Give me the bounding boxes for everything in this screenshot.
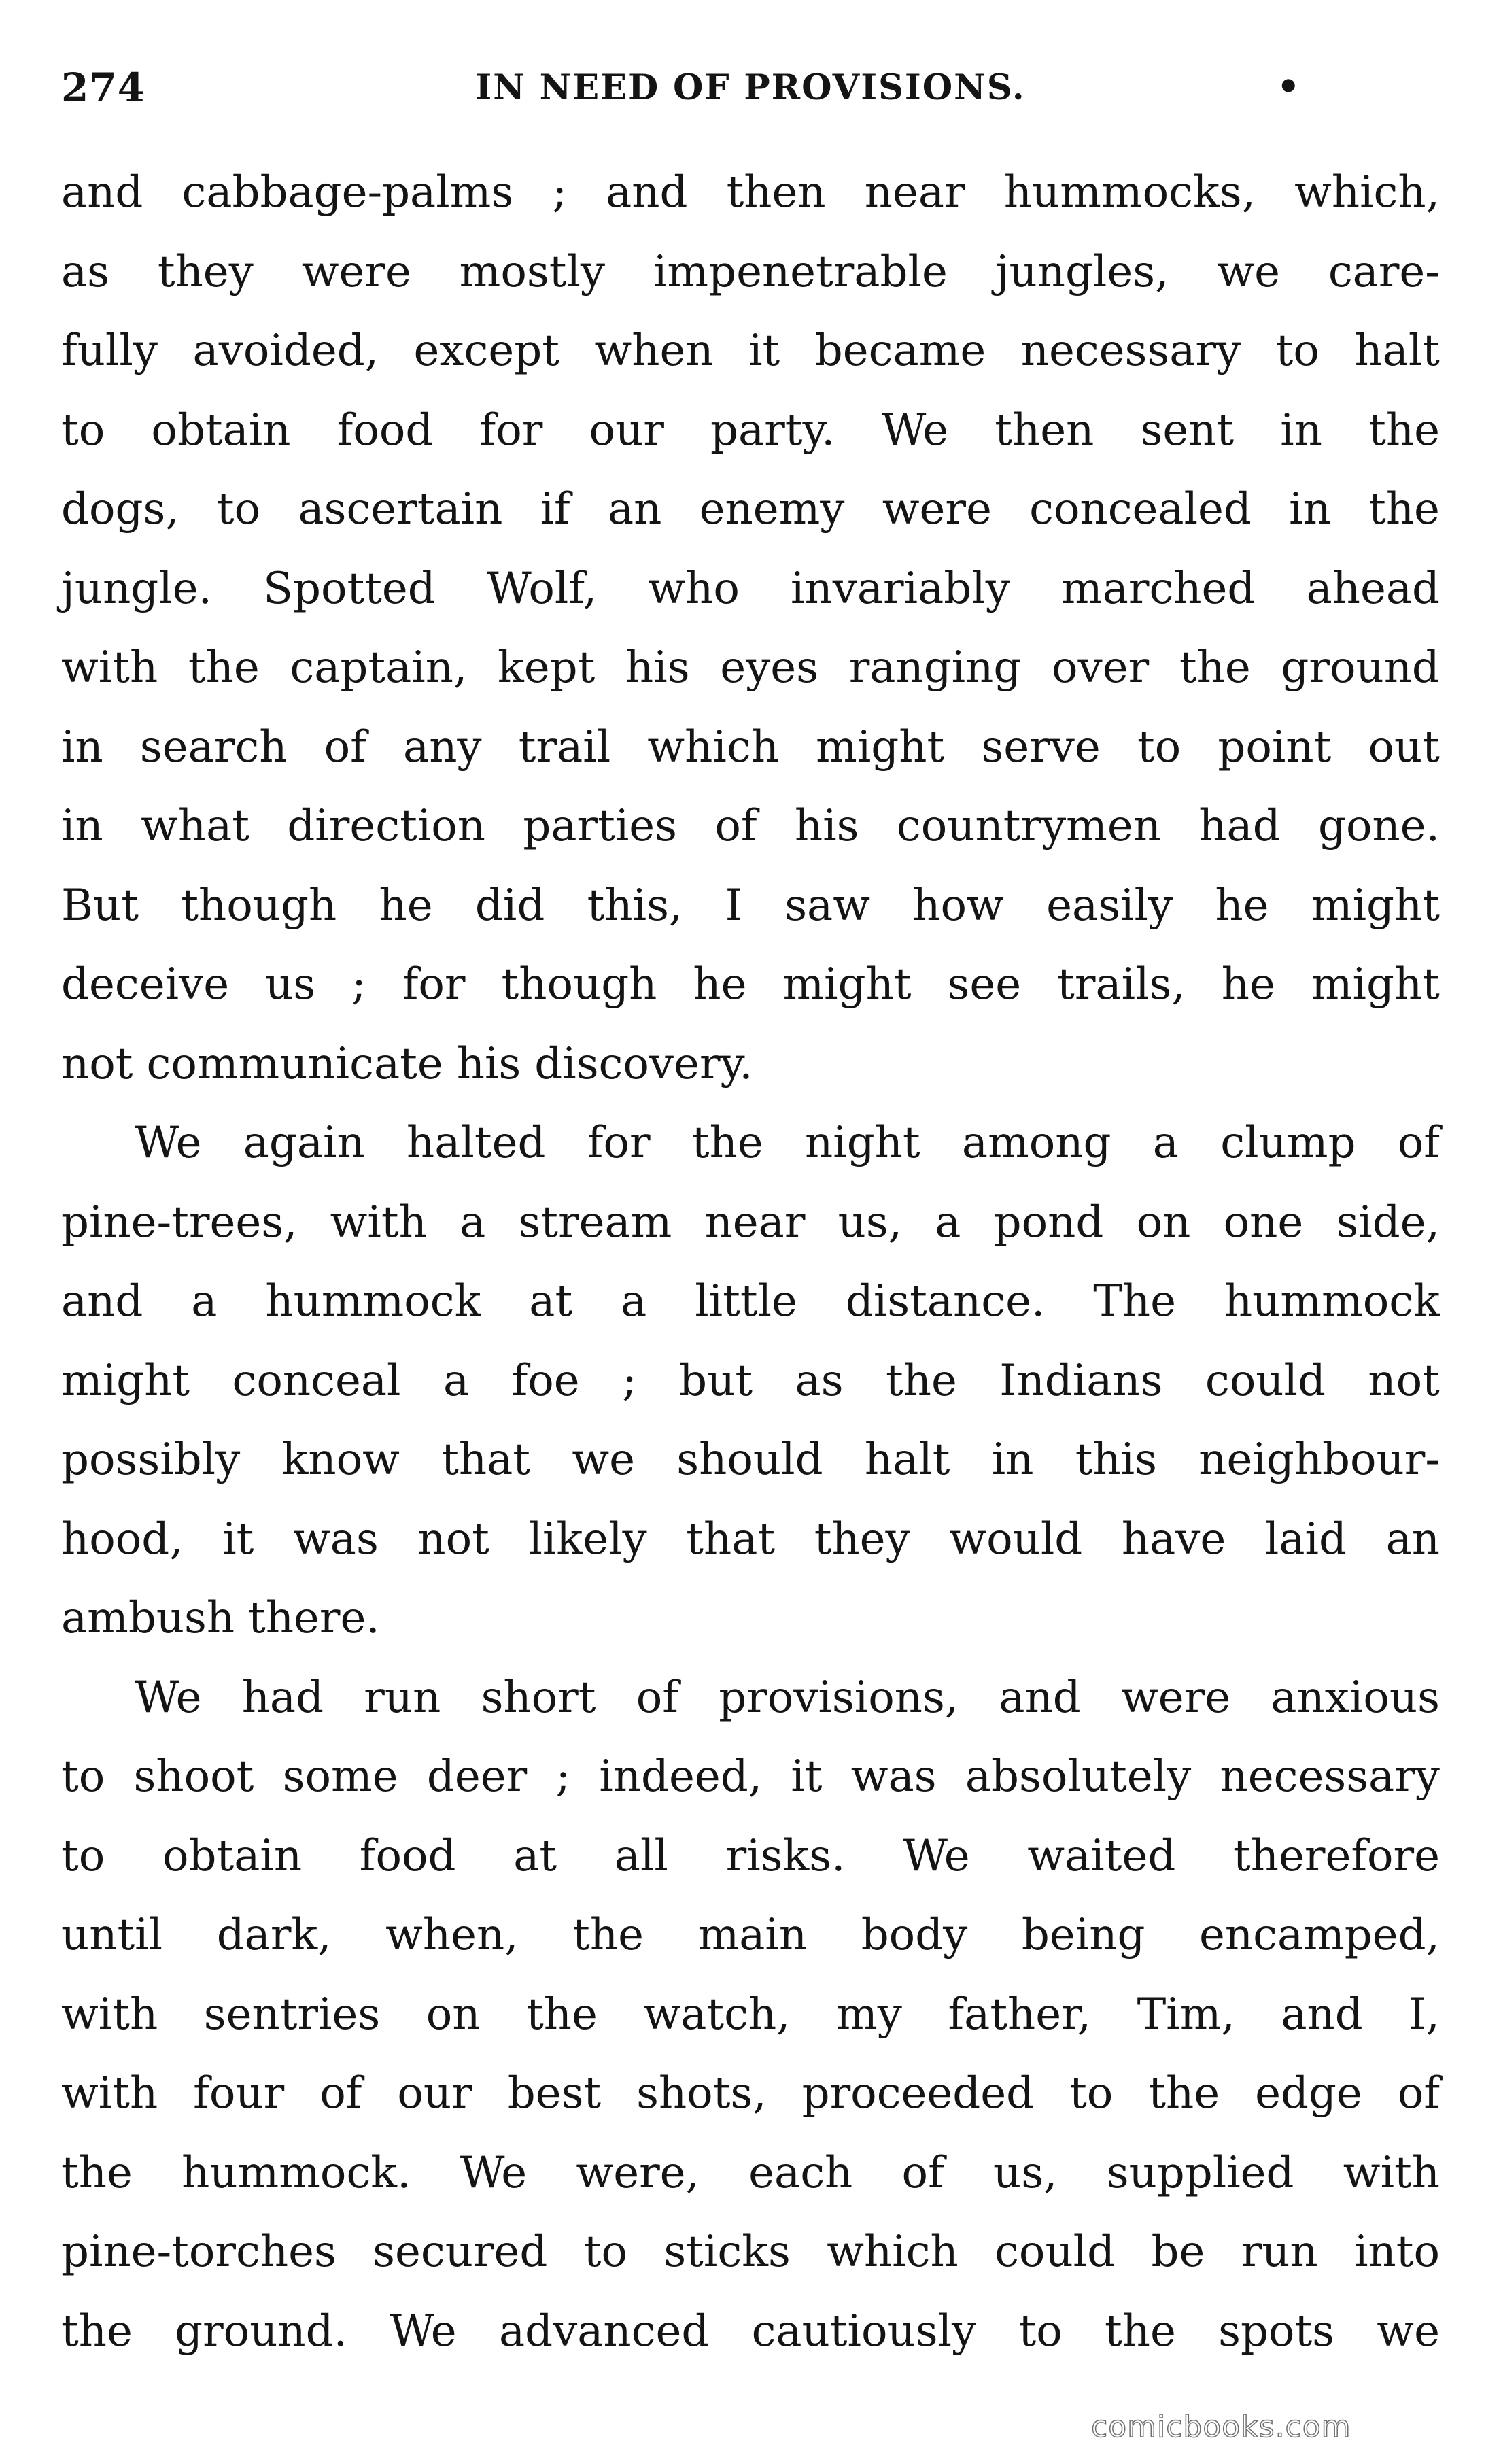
word: a <box>191 1276 218 1327</box>
word: us <box>265 959 316 1010</box>
word: four <box>193 2068 285 2119</box>
word: secured <box>373 2227 548 2277</box>
word: run <box>364 1672 441 1723</box>
word: might <box>61 1355 190 1406</box>
page-header <box>61 65 1440 119</box>
word: have <box>1121 1513 1226 1564</box>
word: We <box>135 1672 202 1723</box>
word: pond <box>993 1197 1104 1248</box>
word: with <box>61 2068 158 2119</box>
word: the <box>1179 643 1251 693</box>
word: father, <box>948 1989 1092 2040</box>
word: the <box>526 1989 598 2040</box>
text-line <box>61 2054 1440 2134</box>
word: he <box>693 959 747 1010</box>
word: in <box>1289 484 1331 534</box>
word: halt <box>1354 326 1440 376</box>
word: sticks <box>663 2227 791 2277</box>
word: each <box>748 2147 853 2198</box>
word: mostly <box>459 246 606 297</box>
word: could <box>995 2227 1116 2277</box>
word: this <box>1075 1435 1157 1485</box>
word: of <box>1397 2068 1440 2119</box>
text-line <box>61 1262 1440 1341</box>
word: see <box>947 959 1022 1010</box>
word: conceal <box>232 1355 401 1406</box>
word: We <box>903 1830 970 1881</box>
word: what <box>141 801 249 851</box>
word: was <box>293 1513 379 1564</box>
word: had <box>1198 801 1281 851</box>
word: an <box>1385 1513 1440 1564</box>
word: pine-torches <box>61 2227 337 2277</box>
word: sent <box>1140 405 1235 456</box>
text-line <box>61 2292 1440 2372</box>
word: parties <box>523 801 677 851</box>
word: a <box>460 1197 486 1248</box>
word: they <box>157 246 254 297</box>
word: marched <box>1061 563 1256 614</box>
word: indeed, <box>599 1751 763 1802</box>
word: at <box>529 1276 573 1327</box>
word: at <box>513 1830 557 1881</box>
word: food <box>337 405 434 456</box>
word: not <box>417 1513 489 1564</box>
word: dogs, <box>61 484 179 534</box>
word: ground <box>1281 643 1440 693</box>
text-line <box>61 787 1440 866</box>
word: was <box>850 1751 937 1802</box>
word: The <box>1093 1276 1176 1327</box>
word: advanced <box>498 2306 710 2357</box>
word: with <box>330 1197 427 1248</box>
word: But <box>61 880 139 931</box>
word: shoot <box>133 1751 254 1802</box>
text-line <box>61 1896 1440 1975</box>
word: might <box>1311 959 1440 1010</box>
word: a <box>1152 1118 1179 1168</box>
running-head: IN NEED OF PROVISIONS. <box>475 67 1026 108</box>
text-line <box>61 1658 1440 1738</box>
word: how <box>912 880 1004 931</box>
word: a <box>443 1355 470 1406</box>
word: but <box>679 1355 753 1406</box>
word: of <box>636 1672 678 1723</box>
text-line <box>61 1341 1440 1421</box>
text-line <box>61 1737 1440 1817</box>
word: might <box>782 959 912 1010</box>
word: there. <box>248 1593 380 1643</box>
word: absolutely <box>965 1751 1192 1802</box>
word: hood, <box>61 1513 184 1564</box>
word: therefore <box>1233 1830 1440 1881</box>
word: except <box>413 326 559 376</box>
word: on <box>426 1989 481 2040</box>
word: I <box>725 880 742 931</box>
word: party. <box>710 405 835 456</box>
word: then <box>995 405 1094 456</box>
text-line <box>61 1183 1440 1263</box>
word: We <box>390 2306 457 2357</box>
word: hummock <box>265 1276 481 1327</box>
word: in <box>991 1435 1034 1485</box>
word: the <box>1148 2068 1220 2119</box>
word: the <box>188 643 260 693</box>
word: were <box>1121 1672 1231 1723</box>
word: proceeded <box>801 2068 1035 2119</box>
word: it <box>791 1751 823 1802</box>
word: serve <box>981 721 1101 772</box>
word: were <box>301 246 411 297</box>
word: halted <box>407 1118 546 1168</box>
word: the <box>572 1910 644 1960</box>
word: and <box>1281 1989 1363 2040</box>
word: with <box>61 1989 158 2040</box>
word: ; <box>552 167 567 218</box>
word: we <box>572 1435 635 1485</box>
word: ; <box>555 1751 571 1802</box>
word: his <box>625 643 690 693</box>
word: we <box>1377 2306 1440 2357</box>
word: supplied <box>1106 2147 1294 2198</box>
word: and <box>61 167 143 218</box>
word: his <box>456 1038 521 1089</box>
word: likely <box>528 1513 647 1564</box>
text-line <box>61 1420 1440 1500</box>
word: should <box>676 1435 823 1485</box>
word: until <box>61 1910 163 1960</box>
word: stream <box>518 1197 672 1248</box>
word: near <box>704 1197 806 1248</box>
word: into <box>1354 2227 1440 2277</box>
word: of <box>1397 1118 1440 1168</box>
word: when <box>594 326 714 376</box>
word: our <box>589 405 664 456</box>
word: sentries <box>203 1989 381 2040</box>
word: when, <box>385 1910 519 1960</box>
word: main <box>697 1910 808 1960</box>
word: in <box>61 801 103 851</box>
word: gone. <box>1318 801 1440 851</box>
word: cabbage-palms <box>182 167 514 218</box>
word: he <box>1215 880 1269 931</box>
word: ascertain <box>298 484 503 534</box>
word: We <box>881 405 949 456</box>
word: ; <box>622 1355 637 1406</box>
text-line <box>61 153 1440 233</box>
word: Indians <box>999 1355 1163 1406</box>
word: to <box>1018 2306 1063 2357</box>
word: We <box>460 2147 528 2198</box>
header-dot-mark: • <box>1277 65 1300 108</box>
word: which <box>647 721 779 772</box>
word: for <box>587 1118 651 1168</box>
word: the <box>1368 405 1440 456</box>
word: the <box>1368 484 1440 534</box>
word: eyes <box>720 643 819 693</box>
word: of <box>320 2068 362 2119</box>
word: avoided, <box>192 326 379 376</box>
word: trail <box>518 721 611 772</box>
word: I, <box>1409 1989 1440 2040</box>
word: if <box>540 484 570 534</box>
word: easily <box>1046 880 1173 931</box>
word: be <box>1151 2227 1205 2277</box>
word: side, <box>1336 1197 1440 1248</box>
word: anxious <box>1271 1672 1440 1723</box>
word: us, <box>838 1197 903 1248</box>
word: might <box>816 721 945 772</box>
word: watch, <box>643 1989 791 2040</box>
word: dark, <box>216 1910 332 1960</box>
word: Spotted <box>263 563 436 614</box>
word: then <box>726 167 826 218</box>
word: encamped, <box>1199 1910 1440 1960</box>
word: saw <box>784 880 870 931</box>
word: again <box>243 1118 365 1168</box>
text-line <box>61 549 1440 629</box>
word: ambush <box>61 1593 235 1643</box>
word: the <box>886 1355 957 1406</box>
word: on <box>1136 1197 1191 1248</box>
word: to <box>61 405 105 456</box>
word: direction <box>287 801 485 851</box>
word: with <box>61 643 158 693</box>
text-line <box>61 945 1440 1025</box>
word: ahead <box>1306 563 1440 614</box>
word: deer <box>426 1751 528 1802</box>
text-line <box>61 1500 1440 1579</box>
word: who <box>648 563 740 614</box>
word: and <box>999 1672 1081 1723</box>
word: the <box>1105 2306 1176 2357</box>
word: he <box>379 880 433 931</box>
text-line <box>61 2134 1440 2213</box>
word: had <box>241 1672 324 1723</box>
word: though <box>501 959 657 1010</box>
word: ground. <box>175 2306 347 2357</box>
word: ranging <box>848 643 1022 693</box>
word: hummock. <box>182 2147 411 2198</box>
word: the <box>61 2147 133 2198</box>
word: in <box>61 721 103 772</box>
word: to <box>1137 721 1181 772</box>
text-line <box>61 470 1440 549</box>
word: edge <box>1255 2068 1362 2119</box>
word: it <box>222 1513 254 1564</box>
word: one <box>1223 1197 1304 1248</box>
word: necessary <box>1220 1751 1440 1802</box>
word: for <box>479 405 543 456</box>
word: would <box>949 1513 1083 1564</box>
word: out <box>1368 721 1440 772</box>
word: a <box>621 1276 647 1327</box>
word: captain, <box>290 643 468 693</box>
word: Tim, <box>1137 1989 1235 2040</box>
word: laid <box>1264 1513 1347 1564</box>
word: clump <box>1220 1118 1356 1168</box>
word: spots <box>1218 2306 1334 2357</box>
word: of <box>901 2147 944 2198</box>
word: any <box>403 721 482 772</box>
word: he <box>1221 959 1275 1010</box>
word: the <box>691 1118 763 1168</box>
word: they <box>814 1513 910 1564</box>
word: a <box>935 1197 961 1248</box>
word: the <box>61 2306 133 2357</box>
word: little <box>695 1276 797 1327</box>
word: hummocks, <box>1003 167 1256 218</box>
word: Wolf, <box>486 563 598 614</box>
text-line <box>61 1579 1440 1658</box>
word: became <box>814 326 986 376</box>
word: to <box>61 1751 105 1802</box>
word: We <box>135 1118 202 1168</box>
word: that <box>686 1513 776 1564</box>
word: search <box>139 721 288 772</box>
word: our <box>397 2068 472 2119</box>
word: to <box>1275 326 1319 376</box>
word: though <box>181 880 337 931</box>
word: fully <box>61 326 158 376</box>
word: know <box>281 1435 400 1485</box>
word: trails, <box>1057 959 1186 1010</box>
word: which <box>827 2227 959 2277</box>
word: kept <box>497 643 596 693</box>
word: halt <box>864 1435 950 1485</box>
word: necessary <box>1020 326 1241 376</box>
word: body <box>861 1910 968 1960</box>
word: food <box>359 1830 456 1881</box>
text-line <box>61 708 1440 787</box>
word: countrymen <box>896 801 1161 851</box>
word: best <box>507 2068 602 2119</box>
word: care- <box>1328 246 1440 297</box>
word: and <box>61 1276 143 1327</box>
word: being <box>1021 1910 1145 1960</box>
word: as <box>61 246 109 297</box>
text-line <box>61 233 1440 312</box>
word: did <box>475 880 545 931</box>
word: concealed <box>1029 484 1252 534</box>
word: jungles, <box>995 246 1169 297</box>
word: my <box>836 1989 902 2040</box>
word: us, <box>993 2147 1058 2198</box>
page-number: 274 <box>61 65 146 111</box>
word: obtain <box>162 1830 303 1881</box>
word: short <box>481 1672 596 1723</box>
word: communicate <box>146 1038 443 1089</box>
text-line <box>61 1975 1440 2055</box>
word: not <box>1368 1355 1440 1406</box>
word: invariably <box>791 563 1010 614</box>
word: near <box>864 167 965 218</box>
word: to <box>216 484 261 534</box>
text-line <box>61 628 1440 708</box>
word: it <box>748 326 780 376</box>
word: distance. <box>845 1276 1046 1327</box>
word: point <box>1218 721 1332 772</box>
word: for <box>402 959 466 1010</box>
word: this, <box>587 880 683 931</box>
word: and <box>606 167 688 218</box>
word: cautiously <box>751 2306 977 2357</box>
word: in <box>1280 405 1322 456</box>
word: that <box>441 1435 530 1485</box>
word: which, <box>1294 167 1440 218</box>
word: to <box>1069 2068 1114 2119</box>
word: jungle. <box>61 563 212 614</box>
word: of <box>324 721 366 772</box>
word: an <box>608 484 662 534</box>
word: of <box>714 801 757 851</box>
word: deceive <box>61 959 230 1010</box>
word: with <box>1343 2147 1440 2198</box>
word: not <box>61 1038 133 1089</box>
word: might <box>1311 880 1440 931</box>
word: among <box>961 1118 1111 1168</box>
word: some <box>282 1751 398 1802</box>
word: waited <box>1027 1830 1176 1881</box>
word: to <box>583 2227 627 2277</box>
word: neighbour- <box>1198 1435 1440 1485</box>
word: over <box>1052 643 1150 693</box>
word: his <box>794 801 859 851</box>
word: were, <box>576 2147 700 2198</box>
text-line <box>61 1103 1440 1183</box>
text-line <box>61 866 1440 946</box>
word: we <box>1217 246 1280 297</box>
text-line <box>61 1817 1440 1896</box>
word: to <box>61 1830 105 1881</box>
word: provisions, <box>719 1672 959 1723</box>
text-line <box>61 311 1440 391</box>
word: could <box>1205 1355 1326 1406</box>
word: risks. <box>725 1830 846 1881</box>
word: night <box>805 1118 920 1168</box>
word: run <box>1241 2227 1318 2277</box>
word: enemy <box>699 484 845 534</box>
body-text <box>61 153 1440 2371</box>
word: hummock <box>1224 1276 1440 1327</box>
word: impenetrable <box>653 246 948 297</box>
text-line <box>61 391 1440 470</box>
word: possibly <box>61 1435 241 1485</box>
word: shots, <box>636 2068 767 2119</box>
word: foe <box>511 1355 580 1406</box>
word: were <box>882 484 992 534</box>
word: pine-trees, <box>61 1197 298 1248</box>
word: as <box>795 1355 844 1406</box>
word: obtain <box>151 405 291 456</box>
text-line <box>61 2212 1440 2292</box>
word: all <box>614 1830 668 1881</box>
word: discovery. <box>534 1038 753 1089</box>
text-line <box>61 1025 1440 1104</box>
watermark: comicbooks.com <box>1091 2410 1351 2444</box>
word: ; <box>351 959 366 1010</box>
